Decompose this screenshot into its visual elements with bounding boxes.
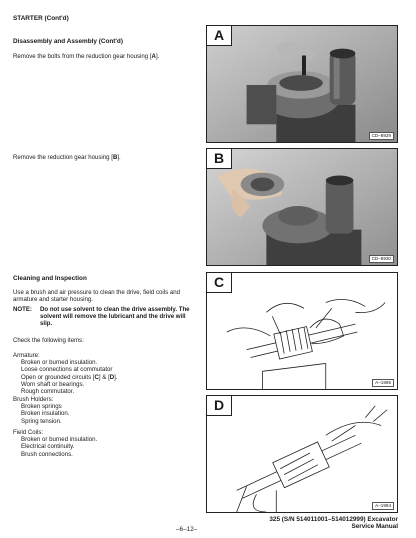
section-title: STARTER (Cont'd) xyxy=(13,15,69,22)
step-b-text: Remove the reduction gear housing [B]. xyxy=(13,154,121,161)
list-item: Broken or burned insulation. xyxy=(21,359,98,367)
list-item: Brush connections. xyxy=(21,450,73,458)
drawing-armature-probe xyxy=(207,273,397,389)
figure-letter: D xyxy=(207,396,232,416)
field-coils-title: Field Coils: xyxy=(13,429,44,436)
list-item: Broken insulation. xyxy=(21,410,70,418)
field-coils-list xyxy=(13,429,198,458)
list-item: Broken springs xyxy=(21,403,62,411)
figure-c xyxy=(206,272,398,390)
figure-d xyxy=(206,395,398,513)
check-text: Check the following items: xyxy=(13,337,84,344)
note-label: NOTE: xyxy=(13,306,32,313)
figure-b xyxy=(206,148,398,266)
list-item: Open or grounded circuits [C] & [D]. xyxy=(21,373,118,381)
figure-a xyxy=(206,25,398,143)
footer-manual-line: Service Manual xyxy=(351,523,398,531)
photo-starter-bolts xyxy=(207,26,397,142)
brush-holders-title: Brush Holders: xyxy=(13,396,54,403)
footer-model xyxy=(269,516,398,531)
figure-code: CD–8930 xyxy=(369,255,394,263)
list-item: Worn shaft or bearings. xyxy=(21,380,85,388)
brush-holders-list xyxy=(13,396,198,425)
figure-letter: A xyxy=(207,26,232,46)
figure-letter: B xyxy=(207,149,232,169)
page-number: –6–12– xyxy=(176,526,198,533)
note-block xyxy=(13,306,198,328)
note-text: Do not use solvent to clean the drive assembly. The solvent will remove the lubricant and the drive will slip. xyxy=(40,306,190,328)
photo-gear-housing xyxy=(207,149,397,265)
armature-title: Armature: xyxy=(13,352,40,359)
figure-letter: C xyxy=(207,273,232,293)
list-item: Rough commutator. xyxy=(21,388,75,396)
list-item: Loose connections at commutator xyxy=(21,366,113,374)
footer-model-line: 325 (S/N 514011001–514012999) Excavator xyxy=(269,516,398,523)
figure-code: A–1994 xyxy=(372,502,394,510)
cleaning-intro: Use a brush and air pressure to clean the drive, field coils and armature and starter housing. xyxy=(13,289,180,304)
armature-list xyxy=(13,352,198,395)
section-subtitle: Disassembly and Assembly (Cont'd) xyxy=(13,38,123,45)
figure-code: CD–8929 xyxy=(369,132,394,140)
list-item: Electrical continuity. xyxy=(21,443,75,451)
cleaning-title: Cleaning and Inspection xyxy=(13,275,87,282)
drawing-armature-test xyxy=(207,396,397,512)
list-item: Broken or burned insulation. xyxy=(21,436,98,444)
figure-code: A–1995 xyxy=(372,379,394,387)
step-a-text: Remove the bolts from the reduction gear housing [A]. xyxy=(13,53,160,60)
list-item: Spring tension. xyxy=(21,417,62,425)
